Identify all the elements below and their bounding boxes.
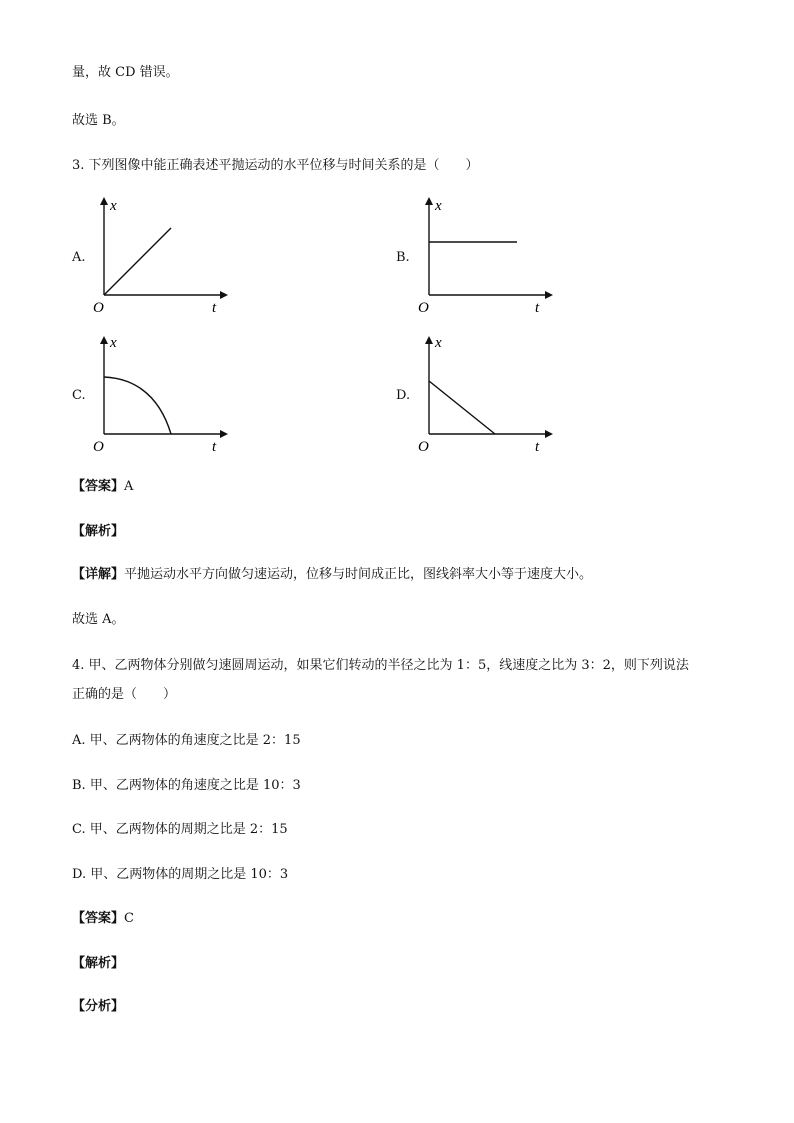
- x-axis-label: t: [212, 300, 217, 316]
- x-axis-label: t: [535, 300, 540, 316]
- answer-3: [72, 478, 133, 496]
- x-axis-arrow: [220, 430, 228, 438]
- text-line: 故选 B。: [72, 113, 125, 128]
- graph-c-label: C.: [72, 388, 86, 403]
- graph-curve: [429, 381, 495, 434]
- y-axis-label: x: [110, 198, 117, 214]
- x-axis-arrow: [220, 291, 228, 299]
- x-axis-label: t: [212, 439, 217, 455]
- graph-a: [90, 195, 230, 320]
- answer-tag: 【答案】: [72, 479, 125, 494]
- x-axis-arrow: [545, 430, 553, 438]
- x-axis-arrow: [545, 291, 553, 299]
- graph-a-label: A.: [72, 250, 86, 265]
- graph-curve: [104, 228, 171, 295]
- answer-value: A: [124, 479, 134, 494]
- option-d: D. 甲、乙两物体的周期之比是 10：3: [72, 867, 289, 882]
- origin-label: O: [93, 439, 104, 455]
- jiexi-tag: 【解析】: [72, 524, 125, 539]
- y-axis-arrow: [425, 197, 433, 205]
- detail-tag: 【详解】: [72, 567, 125, 582]
- question-3: 3. 下列图像中能正确表述平抛运动的水平位移与时间关系的是（ ）: [72, 158, 479, 173]
- answer-value: C: [124, 911, 134, 926]
- y-axis-arrow: [100, 197, 108, 205]
- y-axis-label: x: [110, 335, 117, 351]
- question-4-line2: 正确的是（ ）: [72, 687, 177, 702]
- y-axis-arrow: [425, 336, 433, 344]
- detail-line: [72, 566, 592, 584]
- graph-d: [415, 334, 555, 459]
- graph-d-label: D.: [396, 388, 411, 403]
- graph-b-label: B.: [396, 250, 410, 265]
- fenxi-tag: 【分析】: [72, 999, 125, 1014]
- option-a: A. 甲、乙两物体的角速度之比是 2：15: [72, 733, 301, 748]
- y-axis-arrow: [100, 336, 108, 344]
- option-c: C. 甲、乙两物体的周期之比是 2：15: [72, 822, 288, 837]
- jiexi-tag: 【解析】: [72, 956, 125, 971]
- option-b: B. 甲、乙两物体的角速度之比是 10：3: [72, 778, 301, 793]
- detail-text: 平抛运动水平方向做匀速运动，位移与时间成正比，图线斜率大小等于速度大小。: [124, 567, 593, 582]
- answer-tag: 【答案】: [72, 911, 125, 926]
- origin-label: O: [93, 300, 104, 316]
- origin-label: O: [418, 300, 429, 316]
- graph-b: [415, 195, 555, 320]
- x-axis-label: t: [535, 439, 540, 455]
- answer-4: [72, 910, 134, 928]
- text-line: 故选 A。: [72, 612, 125, 627]
- question-4-line1: 4. 甲、乙两物体分别做匀速圆周运动，如果它们转动的半径之比为 1：5，线速度之比为 3：2，则下列说法: [72, 658, 689, 673]
- text-line: 量，故 CD 错误。: [72, 65, 179, 80]
- y-axis-label: x: [435, 198, 442, 214]
- graph-c: [90, 334, 230, 459]
- origin-label: O: [418, 439, 429, 455]
- graph-curve: [104, 377, 171, 434]
- y-axis-label: x: [435, 335, 442, 351]
